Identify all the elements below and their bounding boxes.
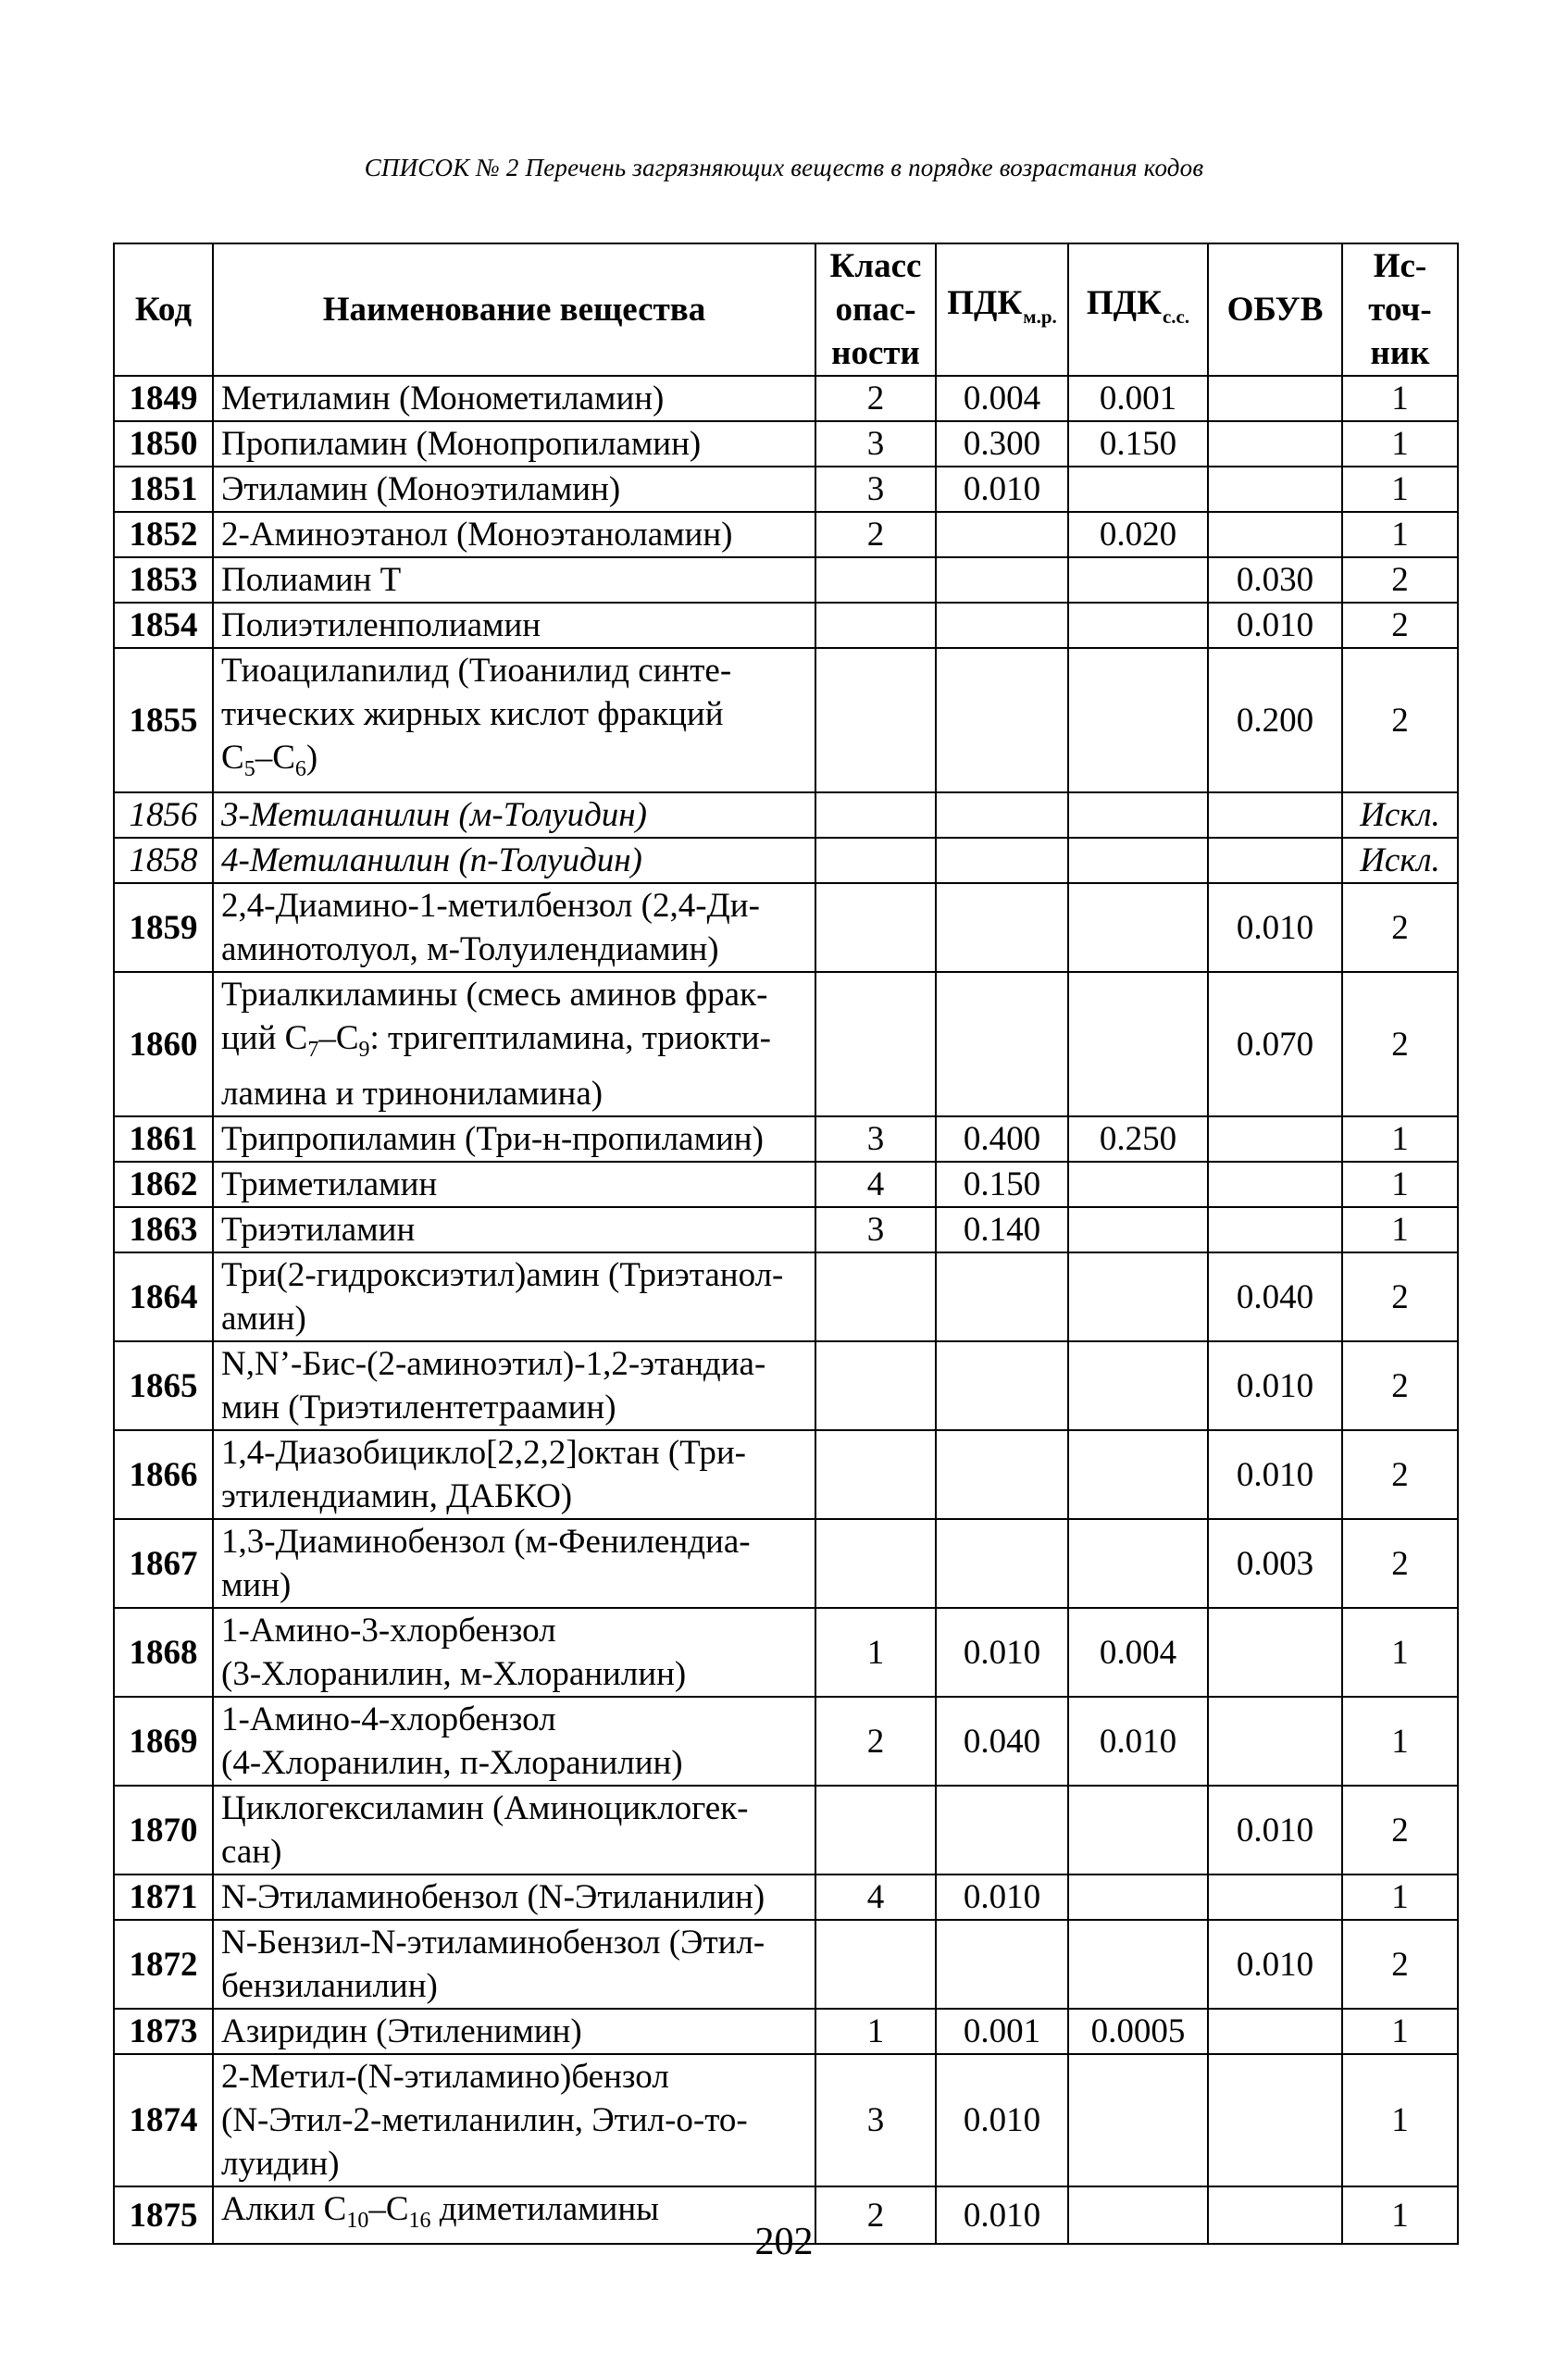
cell-pdk-ss: [1068, 838, 1208, 883]
table-row: [114, 421, 1458, 467]
name-line: 3-Метиланилин (м-Толуидин): [221, 796, 647, 834]
cell-obuv: [1208, 2054, 1342, 2186]
name-line: Тиоацилanилид (Тиоанилид синте-: [221, 652, 732, 690]
cell-class: 3: [815, 1207, 936, 1252]
cell-code: 1873: [114, 2009, 213, 2054]
cell-name: [213, 648, 815, 792]
cell-source: 1: [1342, 421, 1458, 467]
header-obuv: ОБУВ: [1208, 243, 1342, 376]
cell-name: [213, 1697, 815, 1786]
table-row: [114, 1608, 1458, 1697]
cell-pdk-ss: [1068, 1786, 1208, 1874]
cell-source: 1: [1342, 376, 1458, 421]
table-row: [114, 1920, 1458, 2009]
cell-name: [213, 1207, 815, 1252]
cell-name: [213, 1162, 815, 1207]
table-row: [114, 1116, 1458, 1162]
cell-source: 1: [1342, 1697, 1458, 1786]
cell-obuv: 0.003: [1208, 1519, 1342, 1608]
table-header-row: [114, 243, 1458, 376]
cell-class: [815, 1519, 936, 1608]
cell-obuv: [1208, 1697, 1342, 1786]
formula-part: : тригептиламина, триокти-: [369, 1019, 771, 1057]
name-line: 4-Метиланилин (п-Толуидин): [221, 841, 642, 879]
table-row: [114, 1341, 1458, 1430]
formula-part: Алкил C: [221, 2190, 347, 2228]
name-line: Пропиламин (Монопропиламин): [221, 425, 702, 463]
name-line: N,N’-Бис-(2-аминоэтил)-1,2-этандиа-: [221, 1345, 766, 1383]
cell-code: 1851: [114, 467, 213, 512]
cell-pdk-ss: [1068, 557, 1208, 603]
cell-obuv: [1208, 1162, 1342, 1207]
formula-sub: 5: [243, 757, 255, 781]
cell-class: [815, 883, 936, 972]
name-line: (4-Хлоранилин, п-Хлоранилин): [221, 1744, 683, 1782]
cell-obuv: [1208, 838, 1342, 883]
cell-name: [213, 972, 815, 1116]
table-row: [114, 883, 1458, 972]
cell-source: 1: [1342, 467, 1458, 512]
cell-pdk-mr: [936, 603, 1068, 648]
formula-sub: 6: [294, 757, 306, 781]
cell-obuv: 0.010: [1208, 1786, 1342, 1874]
cell-pdk-mr: 0.010: [936, 1608, 1068, 1697]
cell-code: 1859: [114, 883, 213, 972]
table-row: [114, 1252, 1458, 1341]
cell-name: [213, 1519, 815, 1608]
cell-pdk-ss: 0.010: [1068, 1697, 1208, 1786]
cell-pdk-ss: [1068, 972, 1208, 1116]
name-line: ламина и тринониламина): [221, 1075, 604, 1113]
cell-class: [815, 1430, 936, 1519]
cell-pdk-ss: [1068, 1519, 1208, 1608]
cell-source: 2: [1342, 1786, 1458, 1874]
cell-code: 1867: [114, 1519, 213, 1608]
formula-sub: 7: [307, 1038, 319, 1062]
cell-name: [213, 603, 815, 648]
cell-obuv: [1208, 376, 1342, 421]
cell-obuv: 0.070: [1208, 972, 1342, 1116]
cell-pdk-mr: 0.010: [936, 1874, 1068, 1920]
cell-obuv: [1208, 2009, 1342, 2054]
name-line: 2-Аминоэтанол (Моноэтаноламин): [221, 516, 733, 554]
cell-source: 1: [1342, 1207, 1458, 1252]
name-line: сан): [221, 1833, 282, 1871]
cell-pdk-mr: [936, 648, 1068, 792]
table-row: [114, 467, 1458, 512]
cell-class: 2: [815, 2186, 936, 2244]
cell-source: 2: [1342, 1341, 1458, 1430]
cell-class: [815, 972, 936, 1116]
cell-source: 1: [1342, 1874, 1458, 1920]
name-line: 1-Амино-3-хлорбензол: [221, 1612, 556, 1650]
table-row: [114, 792, 1458, 838]
cell-name: [213, 883, 815, 972]
cell-code: 1850: [114, 421, 213, 467]
formula-sub: 16: [408, 2209, 431, 2233]
formula-sub: 10: [346, 2209, 369, 2233]
cell-pdk-ss: [1068, 1430, 1208, 1519]
table-row: [114, 1430, 1458, 1519]
cell-pdk-mr: 0.400: [936, 1116, 1068, 1162]
cell-name: [213, 2054, 815, 2186]
name-line: 1,4-Диазобицикло[2,2,2]октан (Три-: [221, 1434, 746, 1472]
page-header: СПИСОК № 2 Перечень загрязняющих веществ в порядке возрастания кодов: [364, 154, 1204, 181]
cell-pdk-mr: [936, 1341, 1068, 1430]
cell-code: 1871: [114, 1874, 213, 1920]
cell-obuv: 0.010: [1208, 883, 1342, 972]
header-pdk-ss-sub: с.с.: [1162, 305, 1190, 328]
name-line: амин): [221, 1300, 306, 1338]
cell-name: [213, 1116, 815, 1162]
formula-sub: 9: [358, 1038, 370, 1062]
cell-pdk-mr: [936, 883, 1068, 972]
cell-code: 1868: [114, 1608, 213, 1697]
cell-code: 1874: [114, 2054, 213, 2186]
cell-name: [213, 1786, 815, 1874]
table-row: [114, 838, 1458, 883]
cell-pdk-mr: 0.140: [936, 1207, 1068, 1252]
cell-pdk-mr: [936, 1519, 1068, 1608]
header-source-line: ник: [1370, 334, 1430, 372]
page-number: 202: [754, 2221, 814, 2263]
cell-obuv: [1208, 1116, 1342, 1162]
cell-name: [213, 2009, 815, 2054]
name-line: Полиамин Т: [221, 561, 402, 599]
cell-class: 3: [815, 467, 936, 512]
table-row: [114, 648, 1458, 792]
cell-pdk-ss: [1068, 1874, 1208, 1920]
name-line: Триэтиламин: [221, 1211, 416, 1249]
formula-part: C: [221, 739, 244, 777]
cell-pdk-ss: [1068, 648, 1208, 792]
name-line: N-Этиламинобензол (N-Этиланилин): [221, 1878, 765, 1916]
cell-obuv: 0.200: [1208, 648, 1342, 792]
cell-obuv: 0.010: [1208, 1341, 1342, 1430]
name-formula-line: [221, 736, 807, 791]
cell-obuv: 0.040: [1208, 1252, 1342, 1341]
cell-name: [213, 1608, 815, 1697]
cell-class: [815, 792, 936, 838]
name-line: мин): [221, 1566, 292, 1604]
cell-source: 2: [1342, 648, 1458, 792]
name-line: Полиэтиленполиамин: [221, 606, 541, 644]
cell-name: [213, 467, 815, 512]
cell-source: Искл.: [1342, 792, 1458, 838]
cell-pdk-ss: [1068, 1207, 1208, 1252]
cell-name: [213, 421, 815, 467]
header-pdk-ss: [1068, 243, 1208, 376]
cell-pdk-mr: 0.010: [936, 467, 1068, 512]
name-line: (3-Хлоранилин, м-Хлоранилин): [221, 1655, 687, 1693]
cell-pdk-ss: [1068, 467, 1208, 512]
cell-name: [213, 512, 815, 557]
table-row: [114, 1786, 1458, 1874]
cell-class: 4: [815, 1874, 936, 1920]
cell-code: 1869: [114, 1697, 213, 1786]
cell-obuv: [1208, 1874, 1342, 1920]
cell-code: 1866: [114, 1430, 213, 1519]
cell-class: 2: [815, 512, 936, 557]
cell-name: [213, 1430, 815, 1519]
cell-code: 1862: [114, 1162, 213, 1207]
name-line: Метиламин (Монометиламин): [221, 380, 665, 417]
name-line: Этиламин (Моноэтиламин): [221, 470, 621, 508]
cell-class: [815, 648, 936, 792]
header-pdk-mr-label: ПДК: [947, 283, 1023, 322]
name-line: 1,3-Диаминобензол (м-Фенилендиа-: [221, 1523, 751, 1561]
name-line: 2-Метил-(N-этиламино)бензол: [221, 2058, 669, 2096]
cell-class: 3: [815, 1116, 936, 1162]
table-row: [114, 2009, 1458, 2054]
cell-source: 2: [1342, 1920, 1458, 2009]
cell-pdk-mr: [936, 838, 1068, 883]
cell-obuv: [1208, 421, 1342, 467]
cell-pdk-mr: 0.010: [936, 2186, 1068, 2244]
cell-pdk-mr: 0.001: [936, 2009, 1068, 2054]
name-formula-line: [221, 1016, 807, 1072]
cell-pdk-ss: 0.001: [1068, 376, 1208, 421]
cell-pdk-mr: 0.150: [936, 1162, 1068, 1207]
name-line: Трипропиламин (Три-н-пропиламин): [221, 1120, 764, 1158]
cell-pdk-ss: [1068, 792, 1208, 838]
cell-class: [815, 1920, 936, 2009]
header-pdk-ss-label: ПДК: [1086, 283, 1162, 322]
formula-part: диметиламины: [430, 2190, 659, 2228]
header-class-line: ности: [831, 334, 920, 372]
cell-pdk-ss: [1068, 2054, 1208, 2186]
substances-table: [113, 243, 1459, 2245]
header-source: [1342, 243, 1458, 376]
cell-source: Искл.: [1342, 838, 1458, 883]
header-name: Наименование вещества: [213, 243, 815, 376]
name-line: Азиридин (Этиленимин): [221, 2012, 582, 2050]
cell-source: 2: [1342, 603, 1458, 648]
cell-source: 2: [1342, 972, 1458, 1116]
header-class-line: Класс: [829, 247, 922, 285]
cell-name: [213, 1920, 815, 2009]
cell-obuv: 0.010: [1208, 603, 1342, 648]
cell-class: 2: [815, 1697, 936, 1786]
cell-class: 3: [815, 2054, 936, 2186]
cell-obuv: 0.010: [1208, 1920, 1342, 2009]
table-row: [114, 376, 1458, 421]
cell-pdk-mr: 0.010: [936, 2054, 1068, 2186]
cell-code: 1856: [114, 792, 213, 838]
formula-part: –: [255, 739, 273, 777]
cell-source: 1: [1342, 2009, 1458, 2054]
table-body: [114, 376, 1458, 2244]
cell-obuv: [1208, 512, 1342, 557]
cell-name: [213, 1252, 815, 1341]
cell-class: [815, 838, 936, 883]
cell-class: 2: [815, 376, 936, 421]
cell-source: 2: [1342, 1430, 1458, 1519]
name-line: этилендиамин, ДАБКО): [221, 1477, 573, 1515]
cell-code: 1860: [114, 972, 213, 1116]
cell-source: 1: [1342, 1608, 1458, 1697]
cell-source: 2: [1342, 1519, 1458, 1608]
name-line: луидин): [221, 2145, 340, 2183]
cell-pdk-ss: 0.150: [1068, 421, 1208, 467]
cell-code: 1855: [114, 648, 213, 792]
cell-code: 1852: [114, 512, 213, 557]
header-source-line: точ-: [1368, 291, 1432, 329]
table-row: [114, 603, 1458, 648]
cell-pdk-mr: 0.300: [936, 421, 1068, 467]
cell-source: 2: [1342, 883, 1458, 972]
cell-name: [213, 376, 815, 421]
cell-class: [815, 1252, 936, 1341]
cell-class: [815, 557, 936, 603]
cell-source: 1: [1342, 1162, 1458, 1207]
name-line: Три(2-гидроксиэтил)амин (Триэтанол-: [221, 1256, 784, 1294]
cell-source: 2: [1342, 1252, 1458, 1341]
cell-pdk-mr: [936, 1920, 1068, 2009]
header-source-line: Ис-: [1373, 247, 1427, 285]
cell-name: [213, 838, 815, 883]
header-pdk-mr: [936, 243, 1068, 376]
cell-source: 2: [1342, 557, 1458, 603]
table-row: [114, 1874, 1458, 1920]
cell-pdk-mr: [936, 972, 1068, 1116]
cell-obuv: [1208, 1608, 1342, 1697]
cell-class: [815, 1341, 936, 1430]
cell-pdk-mr: 0.004: [936, 376, 1068, 421]
cell-name: [213, 557, 815, 603]
cell-code: 1865: [114, 1341, 213, 1430]
table-row: [114, 1697, 1458, 1786]
formula-part: ций C: [221, 1019, 308, 1057]
formula-part: ): [305, 739, 318, 777]
cell-name: [213, 792, 815, 838]
table-row: [114, 2054, 1458, 2186]
cell-pdk-ss: [1068, 1162, 1208, 1207]
cell-code: 1872: [114, 1920, 213, 2009]
name-line: бензиланилин): [221, 1967, 438, 2005]
formula-part: –C: [318, 1019, 359, 1057]
cell-obuv: 0.010: [1208, 1430, 1342, 1519]
cell-pdk-mr: [936, 1252, 1068, 1341]
table-row: [114, 1162, 1458, 1207]
cell-obuv: [1208, 1207, 1342, 1252]
cell-obuv: [1208, 792, 1342, 838]
header-class: [815, 243, 936, 376]
cell-name: [213, 1341, 815, 1430]
cell-code: 1864: [114, 1252, 213, 1341]
name-line: N-Бензил-N-этиламинобензол (Этил-: [221, 1924, 765, 1962]
cell-pdk-mr: [936, 792, 1068, 838]
cell-pdk-ss: [1068, 1252, 1208, 1341]
table-row: [114, 972, 1458, 1116]
cell-pdk-ss: [1068, 883, 1208, 972]
table-row: [114, 1519, 1458, 1608]
table-row: [114, 557, 1458, 603]
name-line: (N-Этил-2-метиланилин, Этил-о-то-: [221, 2101, 748, 2139]
cell-class: 4: [815, 1162, 936, 1207]
cell-code: 1853: [114, 557, 213, 603]
cell-pdk-ss: 0.250: [1068, 1116, 1208, 1162]
cell-class: 1: [815, 2009, 936, 2054]
formula-part: –C: [368, 2190, 409, 2228]
name-line: Триметиламин: [221, 1165, 438, 1203]
cell-code: 1875: [114, 2186, 213, 2244]
cell-code: 1854: [114, 603, 213, 648]
cell-code: 1863: [114, 1207, 213, 1252]
cell-class: [815, 603, 936, 648]
cell-pdk-ss: 0.020: [1068, 512, 1208, 557]
cell-pdk-mr: [936, 557, 1068, 603]
cell-code: 1861: [114, 1116, 213, 1162]
cell-code: 1870: [114, 1786, 213, 1874]
table-row: [114, 1207, 1458, 1252]
name-line: тических жирных кислот фракций: [221, 695, 724, 733]
cell-pdk-ss: 0.0005: [1068, 2009, 1208, 2054]
name-line: аминотолуол, м-Толуилендиамин): [221, 930, 719, 968]
cell-name: [213, 1874, 815, 1920]
cell-class: 3: [815, 421, 936, 467]
cell-source: 1: [1342, 512, 1458, 557]
cell-code: 1858: [114, 838, 213, 883]
cell-pdk-mr: [936, 1430, 1068, 1519]
cell-class: [815, 1786, 936, 1874]
name-line: Циклогексиламин (Аминоциклогек-: [221, 1789, 749, 1827]
cell-pdk-ss: [1068, 1920, 1208, 2009]
cell-pdk-ss: [1068, 603, 1208, 648]
cell-pdk-mr: [936, 1786, 1068, 1874]
cell-pdk-ss: [1068, 1341, 1208, 1430]
name-line: Триалкиламины (смесь аминов фрак-: [221, 976, 768, 1014]
name-line: 2,4-Диамино-1-метилбензол (2,4-Ди-: [221, 887, 760, 925]
table-row: [114, 512, 1458, 557]
header-code: Код: [114, 243, 213, 376]
header-pdk-mr-sub: м.р.: [1023, 305, 1057, 328]
cell-source: 1: [1342, 2186, 1458, 2244]
cell-obuv: [1208, 467, 1342, 512]
cell-pdk-ss: 0.004: [1068, 1608, 1208, 1697]
name-line: 1-Амино-4-хлорбензол: [221, 1700, 556, 1738]
formula-part: C: [272, 739, 295, 777]
cell-class: 1: [815, 1608, 936, 1697]
cell-obuv: 0.030: [1208, 557, 1342, 603]
cell-pdk-mr: [936, 512, 1068, 557]
cell-pdk-mr: 0.040: [936, 1697, 1068, 1786]
cell-source: 1: [1342, 2054, 1458, 2186]
name-line: мин (Триэтилентетраамин): [221, 1389, 616, 1426]
cell-source: 1: [1342, 1116, 1458, 1162]
cell-code: 1849: [114, 376, 213, 421]
header-class-line: опас-: [835, 291, 916, 329]
